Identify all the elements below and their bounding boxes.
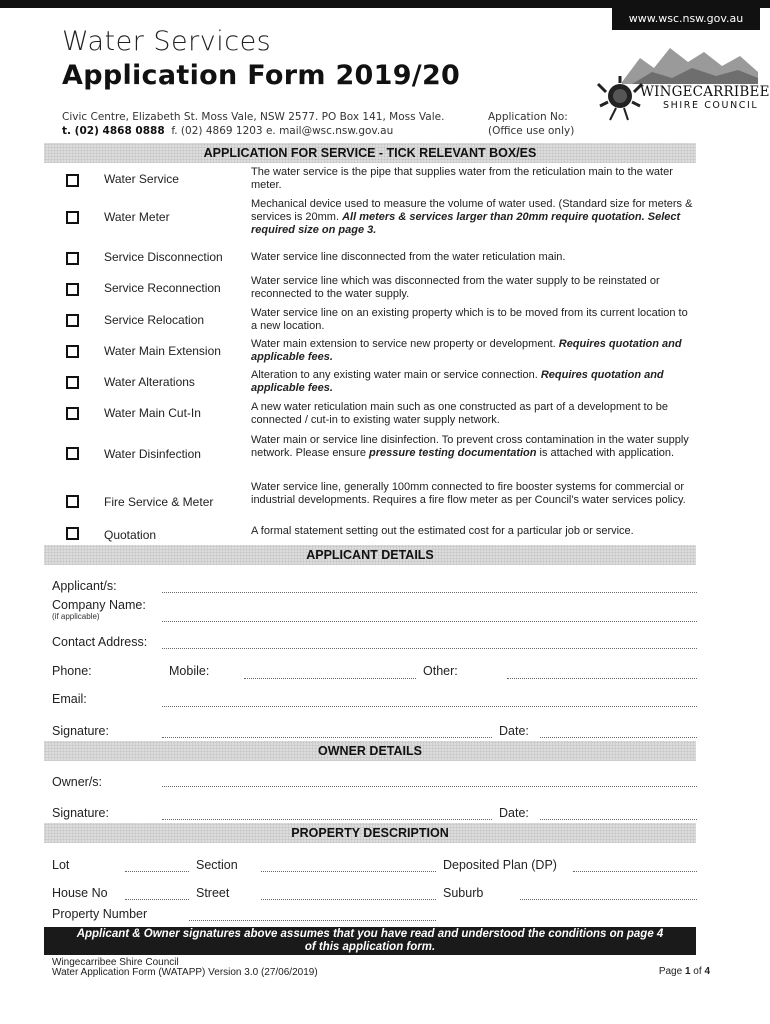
mobile-input[interactable] [244, 678, 416, 679]
service-label: Quotation [104, 528, 157, 542]
website-url[interactable]: www.wsc.nsw.gov.au [612, 8, 760, 30]
owner-signature-input[interactable] [162, 819, 492, 820]
service-description: Water service line which was disconnected from the water supply to be reinstated or reconnected to the water supply. [251, 275, 660, 300]
service-label: Service Disconnection [104, 250, 223, 264]
suburb-input[interactable] [520, 899, 697, 900]
other-phone-input[interactable] [507, 678, 697, 679]
property-number-input[interactable] [189, 920, 436, 921]
owner-date-input[interactable] [540, 819, 697, 820]
footer-organisation: Wingecarribee Shire Council [52, 957, 179, 968]
owner-signature-label: Signature: [52, 806, 109, 820]
phone-label: Phone: [52, 664, 92, 678]
contact-address-label: Contact Address: [52, 635, 148, 649]
service-description: Water main extension to service new property or development. Requires quotation and applicable fees. [251, 338, 682, 363]
service-description: Mechanical device used to measure the volume of water used. (Standard size for meters & services is 20mm. All meters & services larger than 20mm require quotation. Select required size on page 3. [251, 198, 693, 236]
applicant-date-label: Date: [499, 724, 529, 738]
service-label: Water Main Extension [104, 344, 221, 358]
service-label: Water Alterations [104, 375, 195, 389]
applicant-date-input[interactable] [540, 737, 697, 738]
mobile-label: Mobile: [169, 664, 210, 678]
checkbox-water-main-cut-in[interactable] [66, 407, 79, 420]
section-label: Section [196, 858, 238, 872]
page-number: Page 1 of 4 [658, 966, 710, 977]
checkbox-service-relocation[interactable] [66, 314, 79, 327]
property-section-header: PROPERTY DESCRIPTION [44, 823, 696, 843]
top-bar [0, 0, 770, 8]
service-description: Water service line on an existing property which is to be moved from its current location to a new location. [251, 307, 688, 332]
applicant-section-header: APPLICANT DETAILS [44, 545, 696, 565]
signature-notice [44, 927, 696, 955]
applicant-signature-label: Signature: [52, 724, 109, 738]
deposited-plan-input[interactable] [573, 871, 697, 872]
property-number-label: Property Number [52, 907, 148, 921]
other-phone-label: Other: [423, 664, 458, 678]
email-label: Email: [52, 692, 87, 706]
service-description: A formal statement setting out the estimated cost for a particular job or service. [251, 525, 634, 537]
house-no-input[interactable] [125, 899, 189, 900]
house-no-label: House No [52, 886, 108, 900]
service-label: Water Disinfection [104, 447, 201, 461]
applicant-signature-input[interactable] [162, 737, 492, 738]
form-title-line2: Application Form 2019/20 [62, 60, 461, 91]
service-description: Water main or service line disinfection. To prevent cross contamination in the water supply network. Please ensure pressure testing documentation is attached with application. [251, 434, 689, 459]
company-name-note: (if applicable) [52, 612, 100, 621]
checkbox-water-alterations[interactable] [66, 376, 79, 389]
contact-address-input[interactable] [162, 648, 697, 649]
service-label: Water Meter [104, 210, 170, 224]
services-section-header: APPLICATION FOR SERVICE - TICK RELEVANT BOX/ES [44, 143, 696, 163]
owners-label: Owner/s: [52, 775, 103, 789]
footer-form-version: Water Application Form (WATAPP) Version 3.0 (27/06/2019) [52, 967, 318, 978]
owner-date-label: Date: [499, 806, 529, 820]
applicants-input[interactable] [162, 592, 697, 593]
checkbox-water-disinfection[interactable] [66, 447, 79, 460]
council-phone: t. (02) 4868 0888 [62, 125, 165, 137]
council-fax-email: f. (02) 4869 1203 e. mail@wsc.nsw.gov.au [171, 125, 394, 137]
service-description: A new water reticulation main such as one constructed as part of a development to be connected / cut-in to existing water supply network. [251, 401, 669, 426]
applicants-label: Applicant/s: [52, 579, 117, 593]
service-description: Water service line disconnected from the water reticulation main. [251, 251, 566, 263]
application-no-label: Application No: [488, 111, 568, 123]
service-description: Water service line, generally 100mm connected to fire booster systems for commercial or industrial developments. Requires a fire flow meter as per Council's water services policy. [251, 481, 686, 506]
service-label: Service Reconnection [104, 281, 221, 295]
street-input[interactable] [261, 899, 436, 900]
checkbox-quotation[interactable] [66, 527, 79, 540]
council-logo-subtitle: SHIRE COUNCIL [663, 100, 759, 111]
street-label: Street [196, 886, 230, 900]
checkbox-service-reconnection[interactable] [66, 283, 79, 296]
checkbox-service-disconnection[interactable] [66, 252, 79, 265]
email-input[interactable] [162, 706, 697, 707]
company-name-label: Company Name: [52, 598, 146, 612]
council-logo-name: WINGECARRIBEE [640, 84, 770, 100]
lot-input[interactable] [125, 871, 189, 872]
signature-notice-line1: Applicant & Owner signatures above assumes that you have read and understood the conditions on page 4 [76, 928, 664, 940]
service-label: Service Relocation [104, 313, 205, 327]
council-contact-line [62, 125, 393, 137]
checkbox-water-service[interactable] [66, 174, 79, 187]
checkbox-water-main-extension[interactable] [66, 345, 79, 358]
owners-input[interactable] [162, 786, 697, 787]
service-label: Water Service [104, 172, 179, 186]
service-description: The water service is the pipe that supplies water from the reticulation main to the water meter. [251, 166, 673, 191]
signature-notice-line2: of this application form. [304, 941, 436, 953]
checkbox-water-meter[interactable] [66, 211, 79, 224]
service-label: Fire Service & Meter [104, 495, 214, 509]
section-input[interactable] [261, 871, 436, 872]
company-name-input[interactable] [162, 621, 697, 622]
service-label: Water Main Cut-In [104, 406, 201, 420]
suburb-label: Suburb [443, 886, 484, 900]
council-address: Civic Centre, Elizabeth St. Moss Vale, NSW 2577. PO Box 141, Moss Vale. [62, 111, 445, 123]
checkbox-fire-service-meter[interactable] [66, 495, 79, 508]
office-use-note: (Office use only) [488, 125, 575, 137]
lot-label: Lot [52, 858, 70, 872]
deposited-plan-label: Deposited Plan (DP) [443, 858, 557, 872]
service-description: Alteration to any existing water main or service connection. Requires quotation and applicable fees. [251, 369, 664, 394]
owner-section-header: OWNER DETAILS [44, 741, 696, 761]
form-title-line1: Water Services [62, 26, 272, 57]
